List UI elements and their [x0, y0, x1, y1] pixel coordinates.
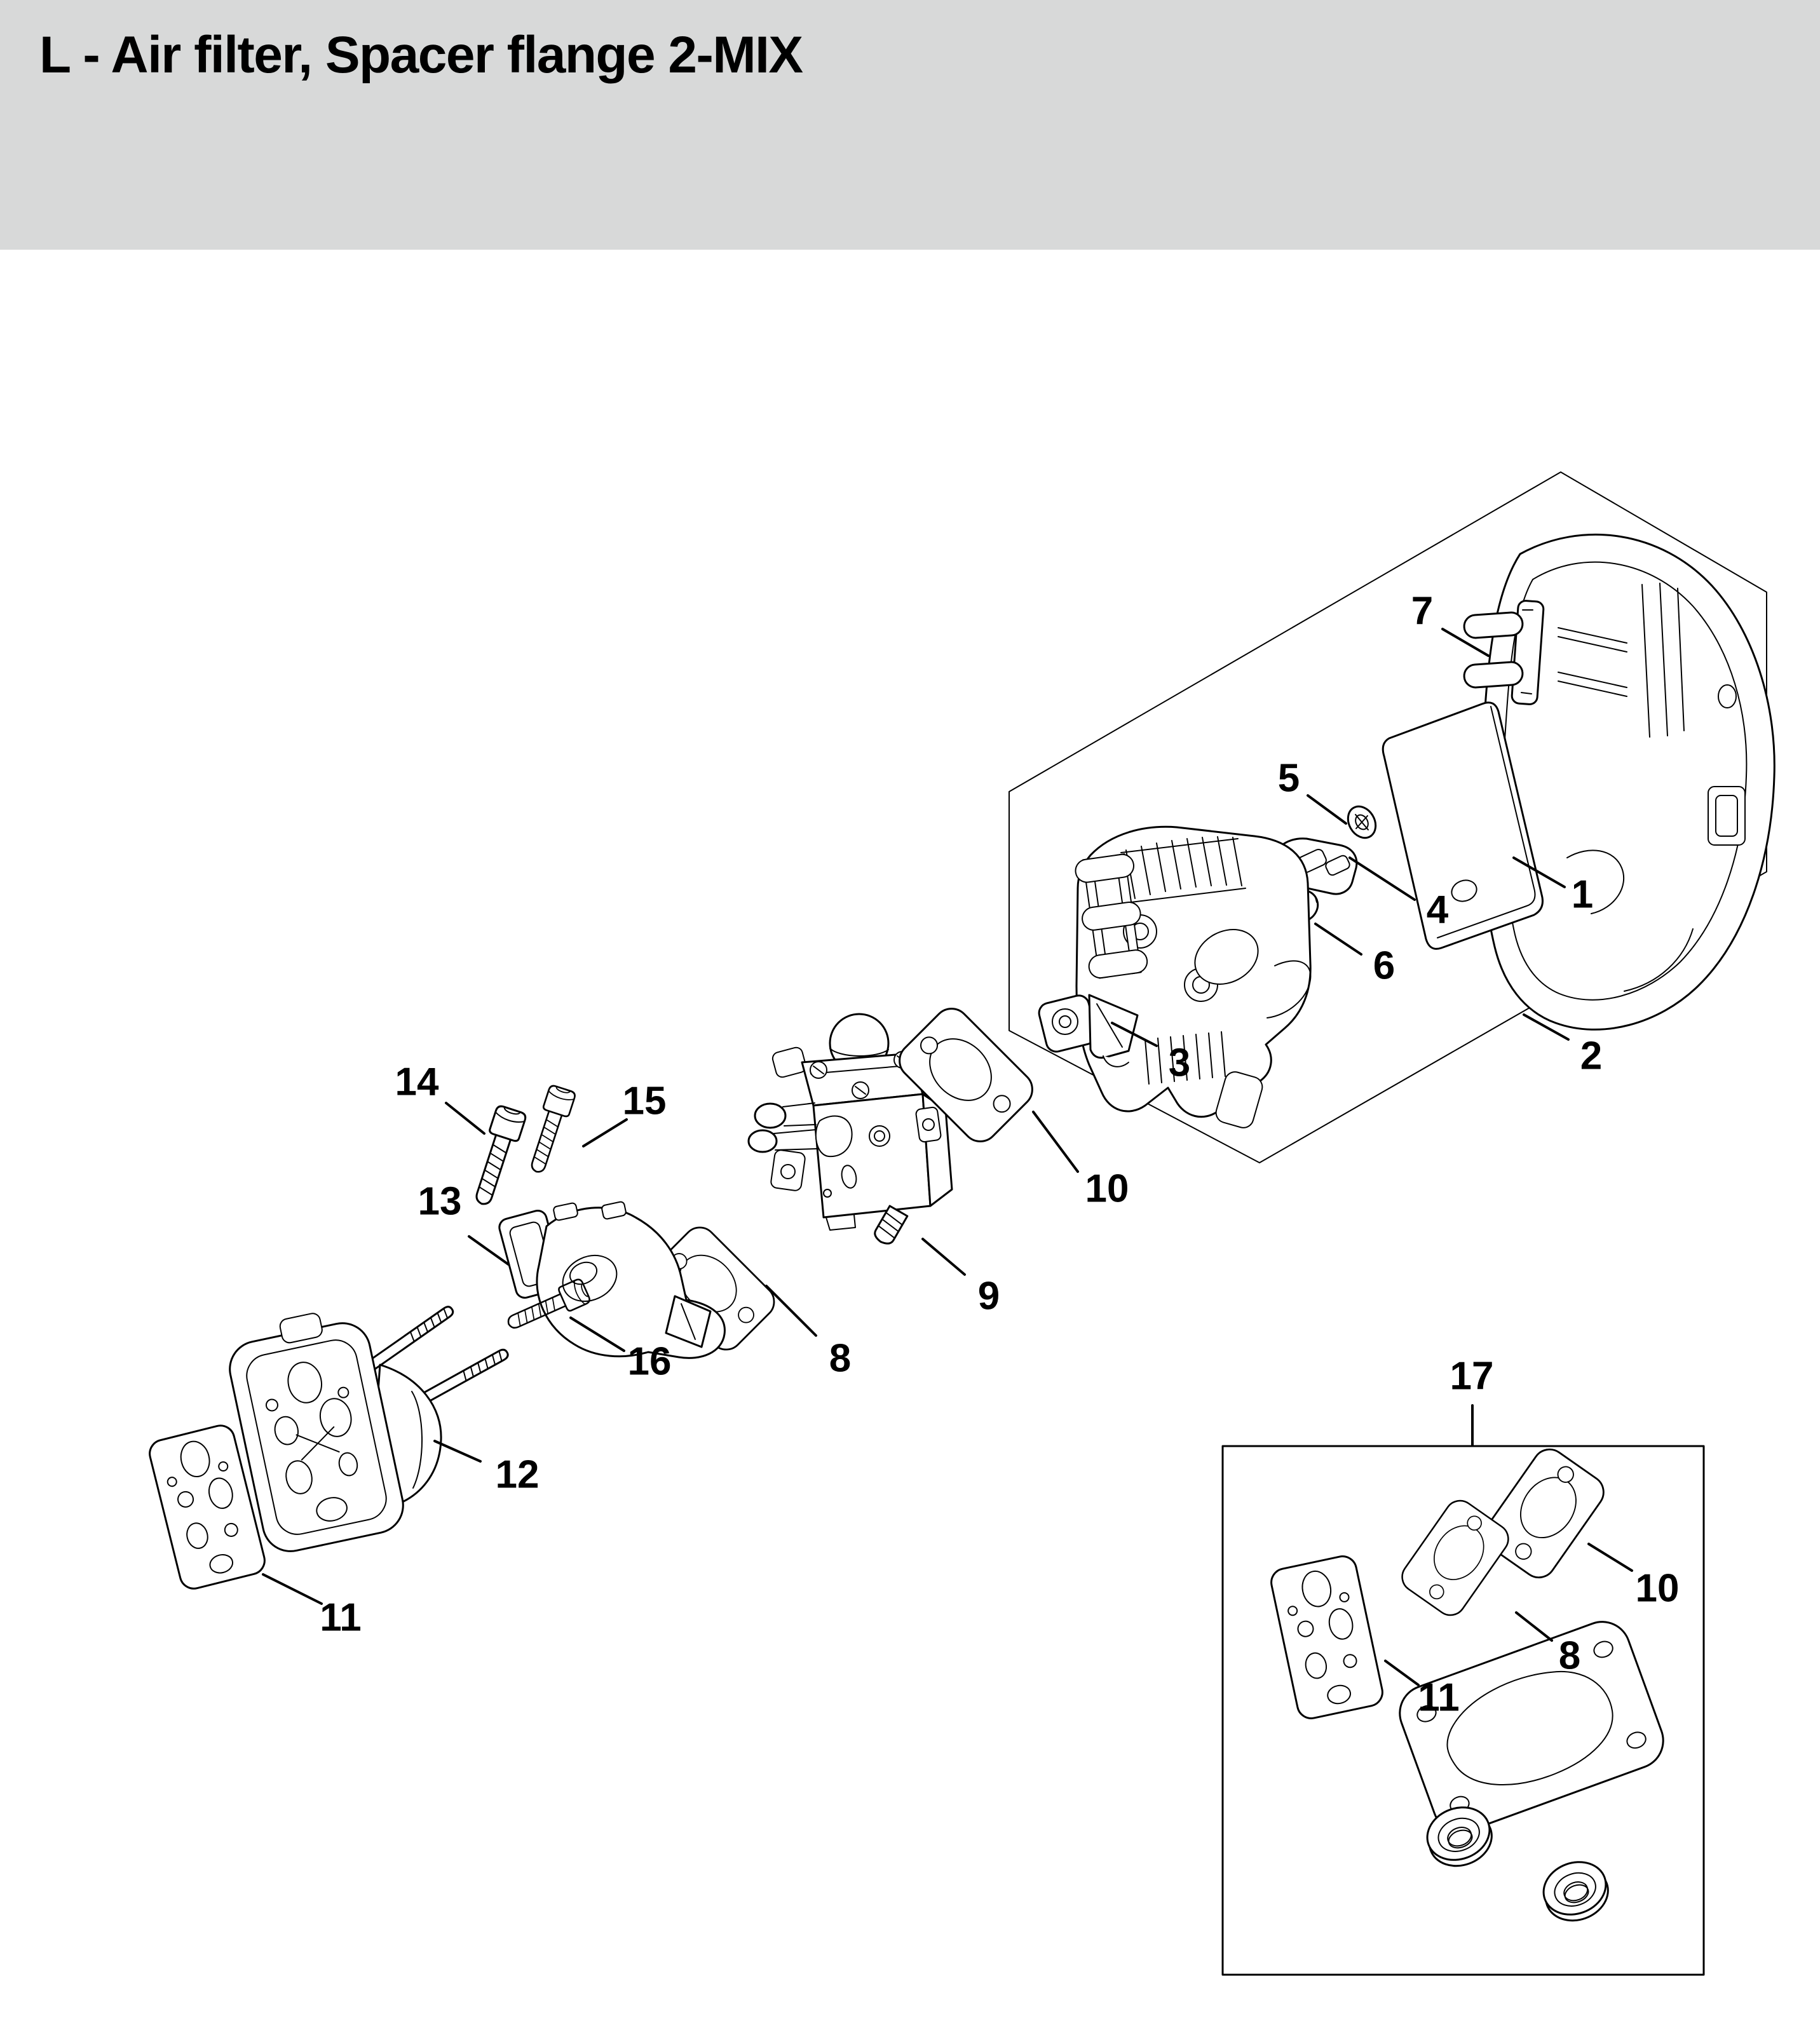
callout-6: 6: [1373, 944, 1396, 988]
callout-leader-11: [263, 1574, 322, 1604]
callout-3: 3: [1168, 1041, 1191, 1085]
callout-11: 11: [1418, 1675, 1460, 1720]
gasket-set-carburetor-gasket: [1478, 1443, 1610, 1584]
callout-leader-6: [1315, 924, 1361, 954]
callout-leader-8: [1516, 1613, 1552, 1641]
callout-8: 8: [829, 1336, 852, 1381]
callout-10: 10: [1635, 1566, 1680, 1611]
callout-1: 1: [1571, 872, 1594, 917]
callout-16: 16: [627, 1339, 672, 1384]
callout-leader-10: [1589, 1544, 1632, 1571]
callout-leader-5: [1308, 795, 1346, 823]
callout-leader-9: [923, 1239, 965, 1275]
callout-leader-4: [1350, 858, 1415, 900]
callout-11: 11: [320, 1595, 362, 1640]
spacer-flange: [222, 1303, 510, 1557]
callout-14: 14: [395, 1060, 439, 1104]
callout-12: 12: [495, 1452, 540, 1497]
callout-leader-11: [1385, 1661, 1418, 1685]
callout-17: 17: [1450, 1354, 1494, 1398]
callout-leader-12: [435, 1441, 480, 1461]
callout-leader-10: [1033, 1112, 1078, 1172]
gasket-set-oil-seal-right: [1536, 1853, 1615, 1929]
callout-7: 7: [1411, 589, 1434, 633]
callout-4: 4: [1426, 888, 1449, 932]
air-filter-base: [1074, 827, 1310, 1130]
callout-10: 10: [1085, 1167, 1129, 1211]
callout-leader-8: [766, 1286, 816, 1336]
callout-8: 8: [1558, 1634, 1581, 1678]
callout-9: 9: [977, 1274, 1000, 1318]
callout-leader-14: [446, 1103, 484, 1133]
callout-5: 5: [1277, 756, 1300, 801]
screw-15: [524, 1085, 576, 1176]
callout-2: 2: [1580, 1034, 1603, 1078]
gasket-set-cylinder-gasket: [1392, 1614, 1671, 1839]
gasket-set-box: [1223, 1443, 1704, 1975]
callout-15: 15: [622, 1079, 667, 1123]
callout-13: 13: [418, 1179, 462, 1224]
page-title: L - Air filter, Spacer flange 2-MIX: [39, 26, 803, 84]
screw-14: [467, 1105, 527, 1208]
washer-screw: [1343, 801, 1382, 842]
flange-stud-upper: [362, 1305, 454, 1374]
callout-leader-15: [583, 1120, 627, 1146]
gasket-set-pump-gasket: [1269, 1553, 1385, 1721]
